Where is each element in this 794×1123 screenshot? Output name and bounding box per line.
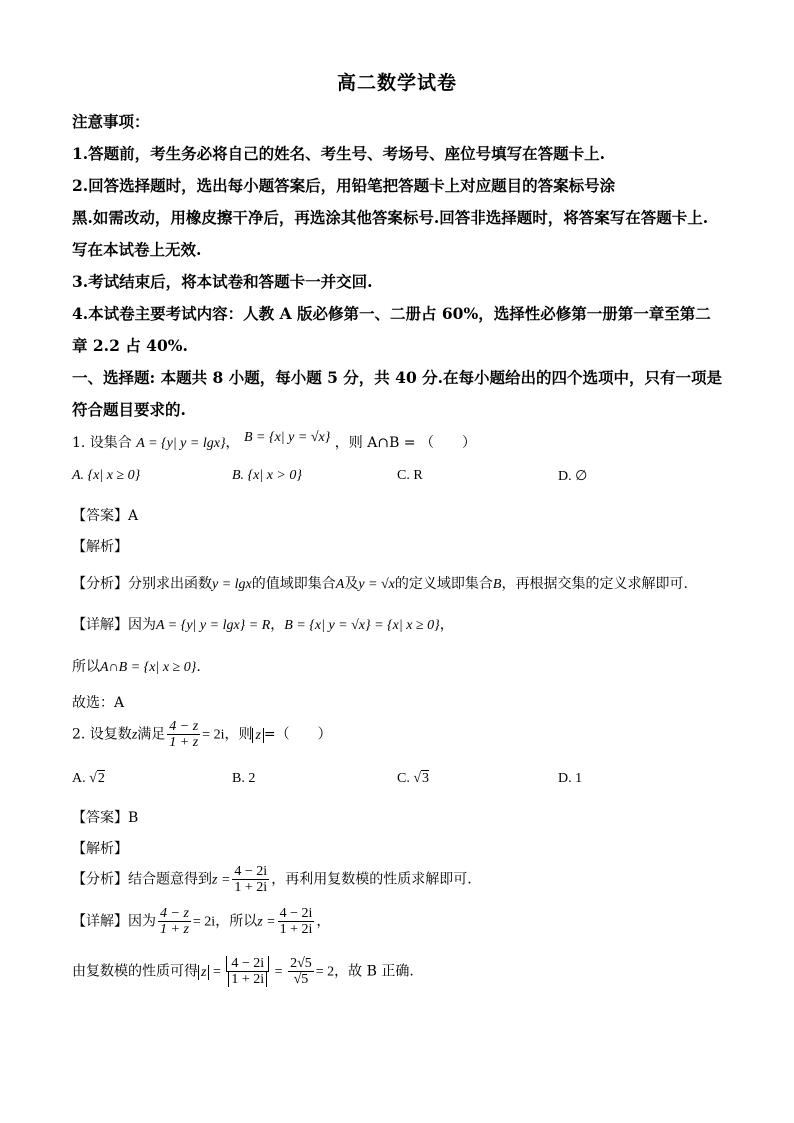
q2-fenxi-text-1: 结合题意得到	[128, 871, 212, 888]
q1-xiangjie-tag: 【详解】	[72, 617, 128, 633]
q1-xiangjie-text-2: ，	[270, 617, 285, 633]
q1-fenxi-func-1: y = lgx	[212, 577, 252, 592]
q1-option-a: A. {x| x ≥ 0}	[72, 468, 141, 483]
q2-analysis-tag: 【解析】	[72, 841, 128, 857]
q2-conclusion-line: 由复数模的性质可得 z = $\frac{4 - 2i}{1 + 2i}$ = $\frac{2√5}{√5}$ = 2，故 B 正确.	[72, 956, 414, 987]
q2-option-d: D. 1	[558, 771, 583, 786]
question-2-stem	[72, 719, 332, 750]
q2-mid: 满足	[137, 726, 166, 743]
q1-fenxi-line	[72, 573, 688, 593]
q2-frac-num: 4 − z	[169, 719, 199, 734]
q2-last-den-value: 1 + 2i	[228, 972, 267, 987]
sqrt-icon: √	[89, 771, 97, 786]
sqrt-icon: √	[413, 771, 422, 786]
q2-fenxi-den: 1 + 2i	[234, 880, 268, 895]
q1-fenxi-set-b: B	[492, 577, 502, 592]
q1-answer: A	[128, 508, 139, 524]
notice-item-4-line-2: 章 2.2 占 40%.	[72, 336, 188, 355]
notice-item-4-line-1: 4.本试卷主要考试内容：人教 A 版必修第一、二册占 60%，选择性必修第一册第一章至第二	[72, 304, 711, 323]
q2-ask-2: =（ ）	[263, 726, 332, 743]
q2-xiangjie-fraction-2	[278, 906, 315, 937]
q1-choice: 故选：A	[72, 695, 125, 711]
q1-xiangjie-set-b: B = {x| y = √x} = {x| x ≥ 0}	[284, 618, 440, 633]
q2-last-text-1: 由复数模的性质可得	[72, 963, 198, 980]
q2-option-b: B. 2	[232, 771, 256, 786]
q1-answer-line	[72, 505, 138, 525]
question-1-stem: 1. 设集合 A = {y| y = lgx}， B = {x| y = √x} ，则 A∩B = （ ）	[72, 430, 476, 451]
q1-option-b: B. {x| x > 0}	[232, 468, 302, 483]
section-1-line-2: 符合题目要求的.	[72, 400, 186, 419]
notice-item-1: 1.答题前，考生务必将自己的姓名、考生号、考场号、座位号填写在答题卡上.	[72, 144, 606, 163]
q2-last-abs-z: z	[198, 965, 209, 980]
q1-xiangjie-text-1: 因为	[128, 617, 156, 633]
q2-xiangjie-line	[72, 906, 330, 937]
q2-eq: = 2i	[202, 727, 225, 743]
q2-xj-eq: = 2i	[192, 914, 216, 930]
q1-fenxi-func-2: y = √x	[358, 577, 395, 592]
q1-fenxi-set-a: A	[335, 577, 345, 592]
q1-so-text: 所以	[72, 659, 100, 675]
q1-xiangjie-text-3: ，	[439, 617, 454, 633]
q2-frac-den: 1 + z	[169, 735, 199, 750]
q2-xj-num-2: 4 − 2i	[279, 906, 313, 921]
notice-item-3: 3.考试结束后，将本试卷和答题卡一并交回.	[72, 272, 373, 291]
q2-fenxi-num: 4 − 2i	[234, 864, 268, 879]
q1-xiangjie-line	[72, 614, 454, 634]
q2-abs-z: z	[252, 728, 263, 743]
q2-fenxi-tag: 【分析】	[72, 871, 128, 888]
q2-option-a	[72, 771, 105, 787]
q1-fenxi-text-2: 的值域即集合	[251, 576, 336, 592]
q2-fenxi-line	[72, 864, 472, 895]
q2-option-c-label: C.	[397, 771, 410, 786]
q2-xiangjie-fraction-1	[158, 906, 191, 937]
q2-last-fraction-1	[226, 956, 269, 987]
q2-xj-num-1: 4 − z	[160, 906, 189, 921]
page-title: 高二数学试卷	[336, 72, 457, 94]
q1-option-c: C. R	[397, 468, 423, 483]
q2-fenxi-z: z =	[212, 872, 231, 888]
section-1-line-1: 一、选择题: 本题共 8 小题，每小题 5 分，共 40 分.在每小题给出的四个选项中，只有一项是	[72, 368, 723, 387]
q2-fenxi-text-2: ，再利用复数模的性质求解即可.	[271, 871, 472, 888]
q2-xj-den-1: 1 + z	[160, 922, 189, 937]
q1-set-a: A = {y| y = lgx}	[136, 436, 226, 451]
q2-last-den	[226, 971, 269, 987]
q2-last-num: 4 − 2i	[226, 956, 269, 971]
q2-xiangjie-text-1: 因为	[128, 913, 156, 930]
q2-z: z	[131, 727, 138, 743]
q2-xiangjie-tag: 【详解】	[72, 913, 128, 930]
q1-ask: ，则 A∩B = （ ）	[334, 435, 476, 451]
q1-analysis-tag: 【解析】	[72, 539, 128, 555]
q2-option-a-label: A.	[72, 771, 86, 786]
q1-conclusion-line	[72, 656, 201, 676]
q2-fraction	[167, 719, 200, 750]
q2-last-den-2: √5	[288, 971, 314, 987]
q1-prefix: 1. 设集合	[72, 435, 132, 451]
q1-fenxi-tag: 【分析】	[72, 576, 128, 592]
q2-fenxi-fraction	[232, 864, 269, 895]
q1-fenxi-text-1: 分别求出函数	[128, 576, 212, 592]
q2-xj-z: z =	[257, 914, 276, 930]
notice-item-2-line-2: 黑.如需改动，用橡皮擦干净后，再选涂其他答案标号.回答非选择题时，将答案写在答题卡上.	[72, 208, 709, 227]
q2-last-num-2: 2√5	[290, 956, 312, 971]
q2-answer-line	[72, 807, 138, 827]
q2-answer-tag: 【答案】	[72, 810, 128, 826]
q1-option-d: D. ∅	[558, 469, 588, 484]
q2-option-a-value: 2	[97, 771, 105, 786]
q2-last-text-2: ，故 B 正确.	[334, 963, 414, 980]
q1-so-expr: A∩B = {x| x ≥ 0}	[100, 660, 197, 675]
q2-last-fraction-2	[288, 956, 314, 987]
q2-prefix: 2. 设复数	[72, 726, 132, 743]
q2-xiangjie-text-3: ，	[316, 913, 331, 930]
q2-ask-1: ，则	[224, 726, 253, 743]
q1-so-end: .	[196, 659, 201, 675]
q1-answer-tag: 【答案】	[72, 508, 128, 524]
notice-item-2-line-3: 写在本试卷上无效.	[72, 240, 202, 259]
q1-set-b: B = {x| y = √x}	[244, 430, 331, 445]
q2-last-eq: = 2	[315, 964, 335, 980]
q1-fenxi-text-3: 及	[344, 576, 359, 592]
q1-xiangjie-set-a: A = {y| y = lgx} = R	[156, 618, 271, 633]
q1-fenxi-text-4: 的定义域即集合	[394, 576, 493, 592]
q1-fenxi-text-5: ，再根据交集的定义求解即可.	[501, 576, 688, 592]
notice-heading: 注意事项：	[72, 112, 150, 131]
q2-xiangjie-text-2: ，所以	[215, 913, 258, 930]
q2-option-c	[397, 771, 429, 787]
q2-option-c-value: 3	[422, 771, 430, 786]
q2-answer: B	[128, 810, 139, 826]
notice-item-2-line-1: 2.回答选择题时，选出每小题答案后，用铅笔把答题卡上对应题目的答案标号涂	[72, 176, 616, 195]
q2-xj-den-2: 1 + 2i	[279, 922, 313, 937]
